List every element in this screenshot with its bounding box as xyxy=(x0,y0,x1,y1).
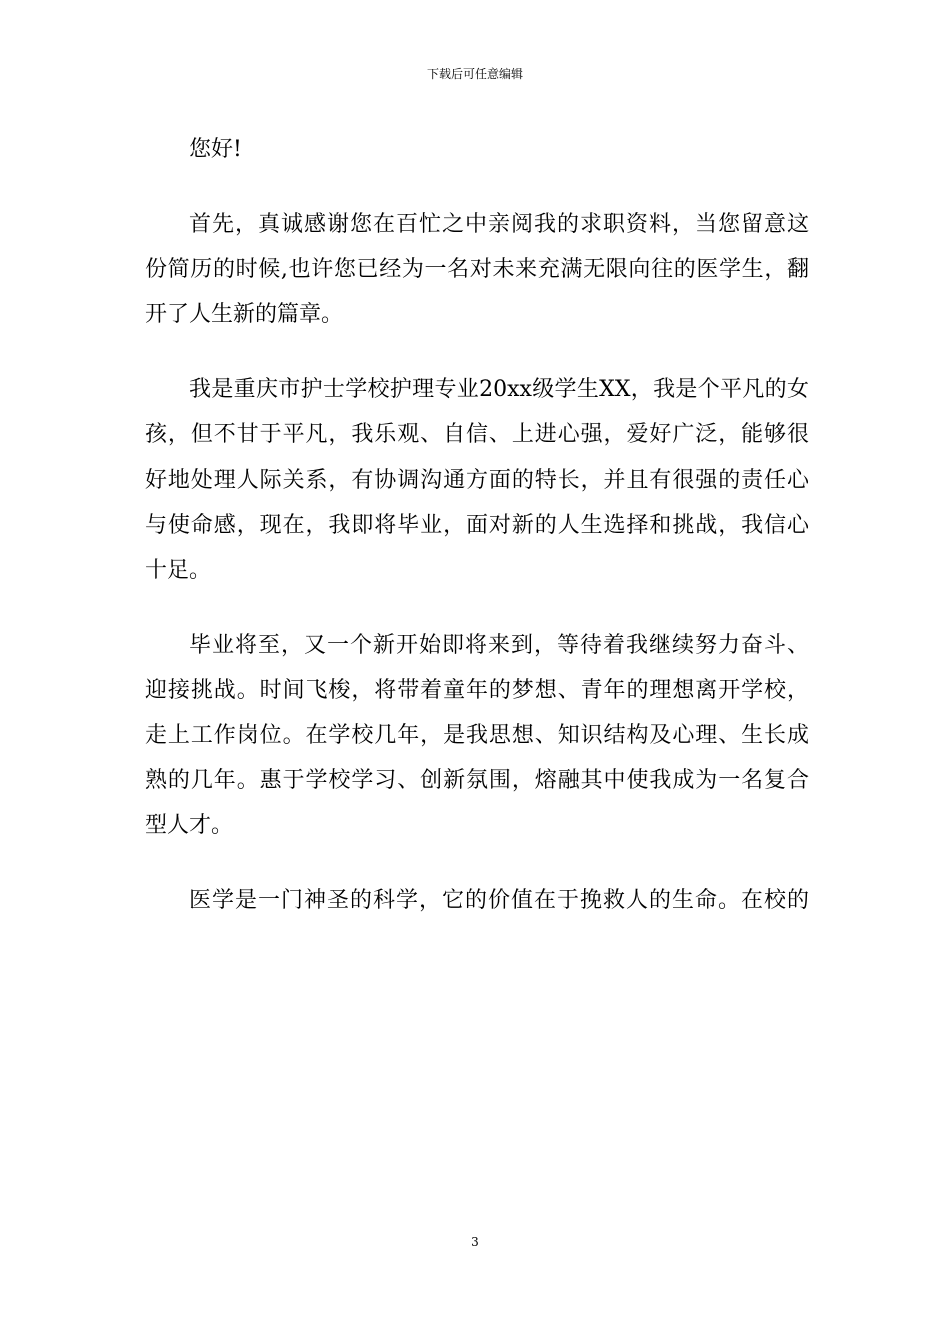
paragraph-greeting xyxy=(145,127,809,172)
text-line: 份简历的时候,也许您已经为一名对未来充满无限向往的医学生，翻 xyxy=(145,257,809,283)
text-line: 十足。 xyxy=(145,557,212,583)
text-line: 我是重庆市护士学校护理专业20xx级学生XX，我是个平凡的女 xyxy=(189,377,809,403)
page-header: 下载后可任意编辑 xyxy=(426,67,523,81)
text-line: 毕业将至，又一个新开始即将来到，等待着我继续努力奋斗、 xyxy=(189,632,809,658)
text-line: 与使命感，现在，我即将毕业，面对新的人生选择和挑战，我信心 xyxy=(145,512,809,538)
text-line: 首先，真诚感谢您在百忙之中亲阅我的求职资料，当您留意这 xyxy=(189,212,809,238)
document-body xyxy=(145,127,809,953)
paragraph-self-introduction xyxy=(145,367,809,592)
text-line: 熟的几年。惠于学校学习、创新氛围，熔融其中使我成为一名复合 xyxy=(145,768,809,794)
text-line: 开了人生新的篇章。 xyxy=(145,302,344,328)
text-line: 迎接挑战。时间飞梭，将带着童年的梦想、青年的理想离开学校， xyxy=(145,677,809,703)
text-line: 孩，但不甘于平凡，我乐观、自信、上进心强，爱好广泛，能够很 xyxy=(145,422,809,448)
text-line: 医学是一门神圣的科学，它的价值在于挽救人的生命。在校的 xyxy=(189,888,809,914)
paragraph-graduation xyxy=(145,623,809,848)
text-line: 走上工作岗位。在学校几年，是我思想、知识结构及心理、生长成 xyxy=(145,723,809,749)
text-line: 您好! xyxy=(189,137,242,162)
paragraph-medicine xyxy=(145,878,809,923)
paragraph-intro xyxy=(145,202,809,337)
text-line: 好地处理人际关系，有协调沟通方面的特长，并且有很强的责任心 xyxy=(145,467,809,493)
page-number: 3 xyxy=(471,1235,479,1249)
text-line: 型人才。 xyxy=(145,813,234,839)
